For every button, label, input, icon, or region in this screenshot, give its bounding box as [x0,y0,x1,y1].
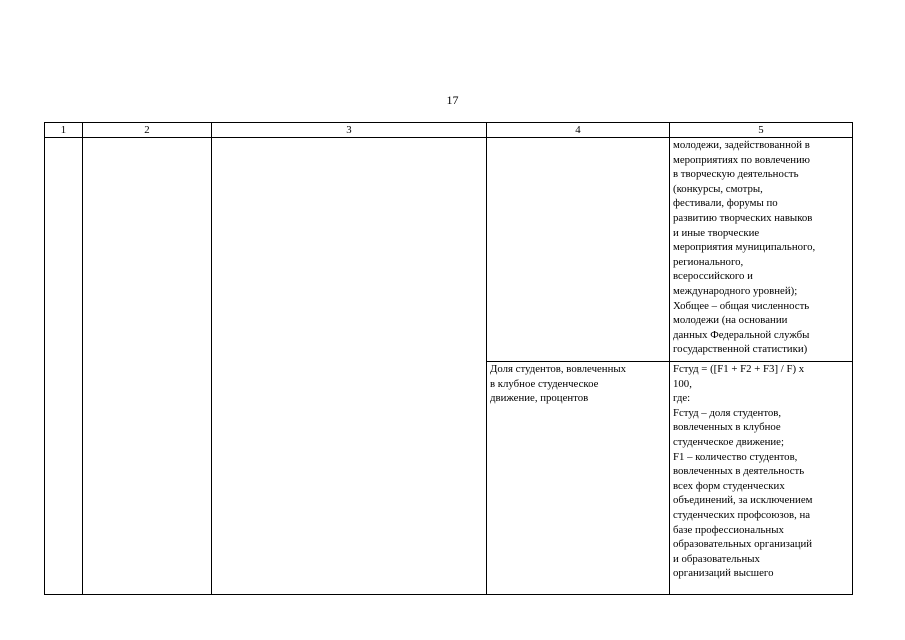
page-number: 17 [446,93,459,107]
table-cell-col5 [670,138,853,362]
column-header-4: 4 [487,123,670,138]
column-header-3: 3 [212,123,487,138]
cell-text-indicator-name: Доля студентов, вовлеченных в клубное студенческое движение, процентов [490,363,627,405]
table-row [45,138,853,362]
table-cell-col1 [45,138,83,595]
cell-text-formula: Fстуд = ([F1 + F2 + F3] / F) x 100, где: Fстуд – доля студентов, вовлеченных в клубное студенческое движение; F1 – количество студентов, вовлеченных в деятельность всех форм студенческих объединений, за исключением студенческих профсоюзов, на базе профессиональных образовательных организаций и образовательных организаций высшего [673,363,813,580]
table-cell-col4 [487,362,670,595]
header-row [45,123,853,138]
table-cell-col5 [670,362,853,595]
cell-text-formula-continuation: молодежи, задействованной в мероприятиях по вовлечению в творческую деятельность (конкурсы, смотры, фестивали, форумы по развитию творческих навыков и иные творческие мероприятия муниципального, регионального, всероссийского и международного уровней); Хобщее – общая численность молодежи (на основании данных Федеральной службы государственной статистики) [673,139,816,356]
table-cell-col2 [83,138,212,595]
table-cell-col3 [212,138,487,595]
column-header-2: 2 [83,123,212,138]
data-table [44,122,853,595]
column-header-1: 1 [45,123,83,138]
column-header-5: 5 [670,123,853,138]
table-cell-col4 [487,138,670,362]
